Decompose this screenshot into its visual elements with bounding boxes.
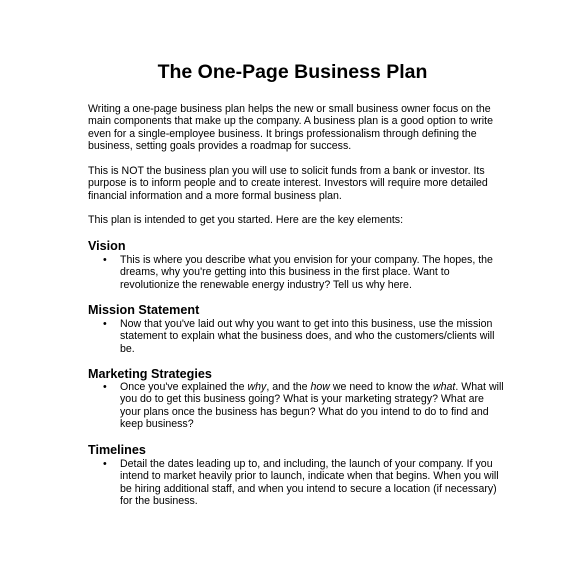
- intro-paragraph-3: This plan is intended to get you started. Here are the key elements:: [88, 214, 404, 226]
- bullet-icon: •: [103, 254, 107, 266]
- bullet-icon: •: [103, 318, 107, 330]
- bullet-text-timelines: Detail the dates leading up to, and including, the launch of your company. If you intend to market heavily prior to launch, indicate when that begins. When you will be hiring additional staff, and when you intend to secure a location (if necessary) for the business.: [120, 458, 499, 508]
- section-heading-mission: Mission Statement: [88, 303, 200, 317]
- bullet-icon: •: [103, 381, 107, 393]
- bullet-text-marketing: Once you've explained the why, and the how we need to know the what. What will you do to get this business going? What is your marketing strategy? What are your plans once the business has begun? What do you intend to do to find and keep business?: [120, 381, 504, 431]
- bullet-text-vision: This is where you describe what you envision for your company. The hopes, the dreams, why you're getting into this business in the first place. Want to revolutionize the renewable energy industry? Tell us why here.: [120, 254, 493, 291]
- page-title: The One-Page Business Plan: [157, 61, 428, 83]
- bullet-text-mission: Now that you've laid out why you want to get into this business, use the mission statement to explain what the business does, and who the customers/clients will be.: [120, 318, 495, 355]
- section-heading-timelines: Timelines: [88, 443, 146, 457]
- bullet-icon: •: [103, 458, 107, 470]
- section-heading-vision: Vision: [88, 239, 126, 253]
- intro-paragraph-1: Writing a one-page business plan helps the new or small business owner focus on the main components that make up the company. A business plan is a good option to write even for a single-employee business. It brings professionalism through defining the business, setting goals provides a roadmap for success.: [88, 103, 493, 153]
- section-heading-marketing: Marketing Strategies: [88, 367, 212, 381]
- intro-paragraph-2: This is NOT the business plan you will use to solicit funds from a bank or investor. Its purpose is to inform people and to create interest. Investors will require more detailed financial information and a more formal business plan.: [88, 165, 488, 202]
